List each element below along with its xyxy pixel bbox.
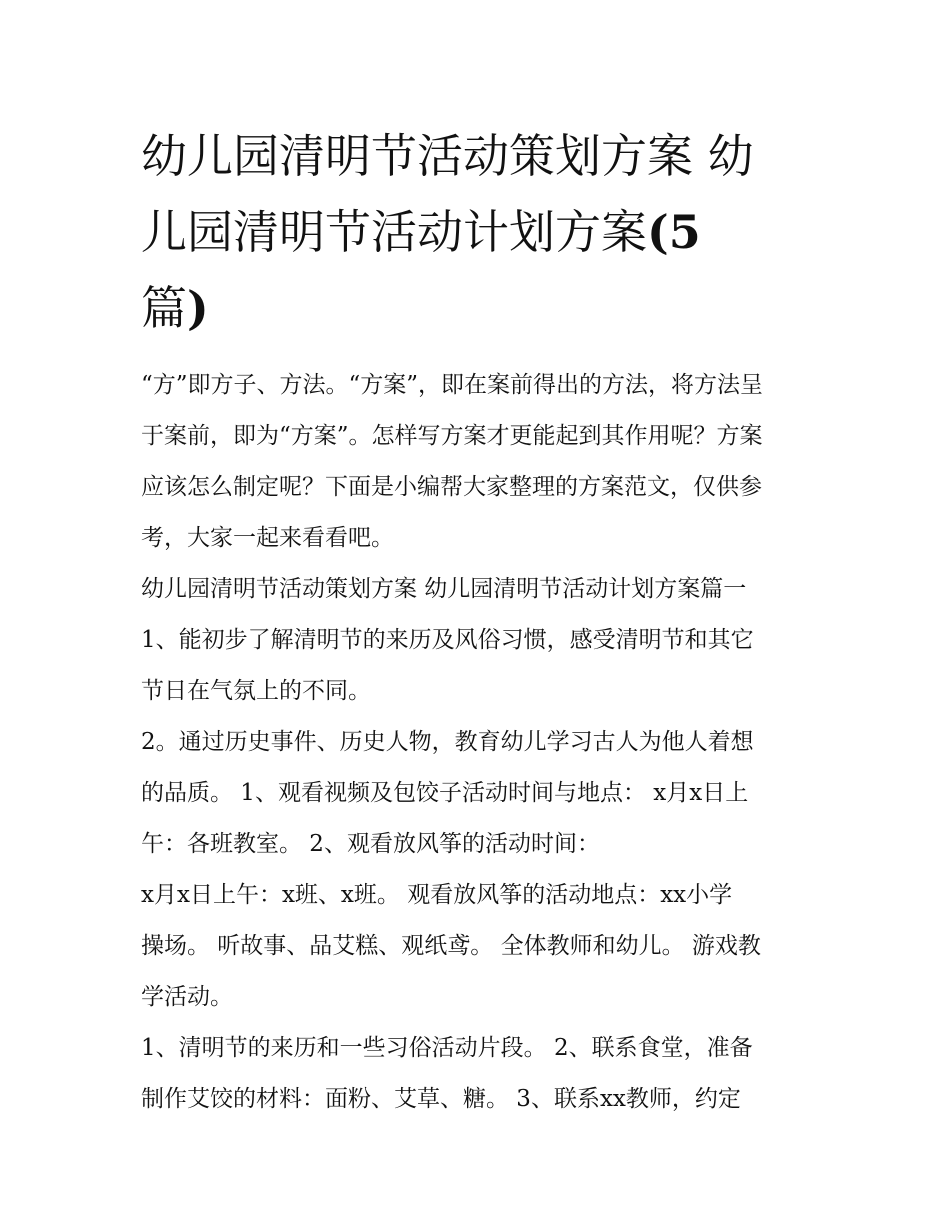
title-line-2-text: 儿园清明节活动计划方案 [141,205,647,259]
section-heading [141,564,821,615]
title-line-1-text: 幼儿园清明节活动策划方案 幼 [141,129,754,183]
document-body [141,360,821,1125]
prep-paragraph [141,1023,821,1125]
goal-2-paragraph [141,717,821,870]
intro-line: “方”即方子、方法。“方案”，即在案前得出的方法，将方法呈 [141,372,764,398]
title-line-3 [141,270,821,346]
title-line-3-bold: ) [187,281,209,335]
title-line-1 [141,118,821,194]
goal-2-line: 午：各班教室。 2、观看放风筝的活动时间： [141,831,600,857]
title-line-2 [141,194,821,270]
schedule-line: 操场。 听故事、品艾糕、观纸鸢。 全体教师和幼儿。 游戏教 [141,933,761,959]
schedule-paragraph [141,870,821,1023]
intro-line: 于案前，即为“方案”。怎样写方案才更能起到其作用呢？方案 [141,423,763,449]
title-line-2-bold: (5 [647,205,701,259]
schedule-line: x月x日上午：x班、x班。 观看放风筝的活动地点：xx小学 [141,882,733,908]
document-title [141,118,821,346]
document-content [141,118,821,1125]
goal-1-line: 节日在气氛上的不同。 [141,678,371,704]
title-line-3-text: 篇 [141,281,187,335]
section-heading-text: 幼儿园清明节活动策划方案 幼儿园清明节活动计划方案篇一 [141,576,747,602]
goal-2-line: 2。通过历史事件、历史人物，教育幼儿学习古人为他人着想 [141,729,754,755]
intro-line: 应该怎么制定呢？下面是小编帮大家整理的方案范文，仅供参 [141,474,762,500]
goal-1-line: 1、能初步了解清明节的来历及风俗习惯，感受清明节和其它 [141,627,754,653]
goal-1-paragraph [141,615,821,717]
intro-paragraph [141,360,821,564]
prep-line: 1、清明节的来历和一些习俗活动片段。 2、联系食堂，准备 [141,1035,753,1061]
prep-line: 制作艾饺的材料：面粉、艾草、糖。 3、联系xx教师，约定 [141,1086,741,1112]
goal-2-line: 的品质。 1、观看视频及包饺子活动时间与地点： x月x日上 [141,780,749,806]
schedule-line: 学活动。 [141,984,233,1010]
intro-line: 考，大家一起来看看吧。 [141,525,394,551]
